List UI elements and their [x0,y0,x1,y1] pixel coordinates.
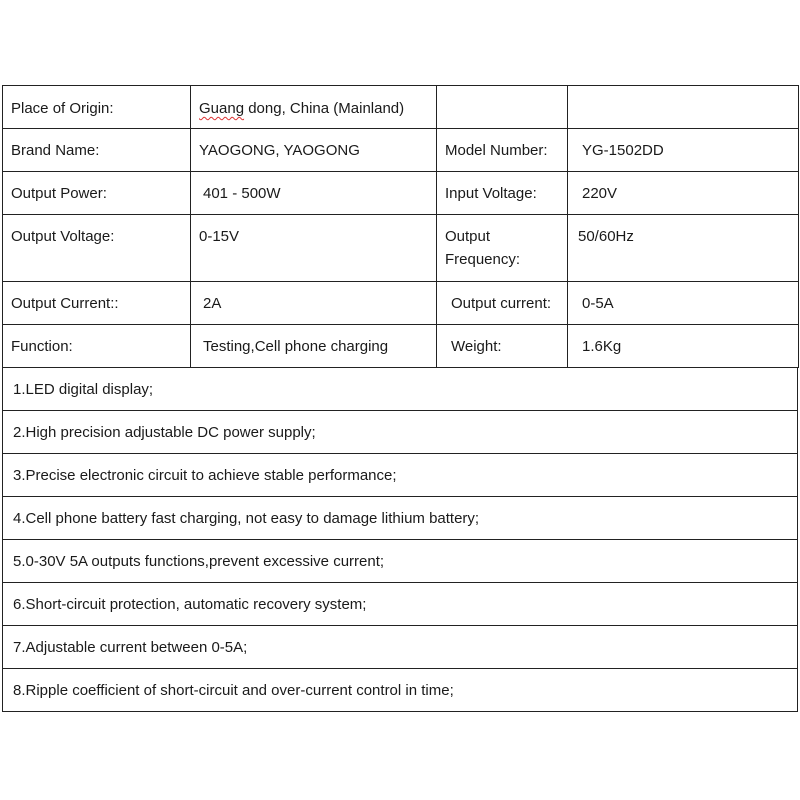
spec-value: 0-15V [191,215,437,282]
spec-value: YAOGONG, YAOGONG [191,129,437,172]
spec-row-current [3,282,799,325]
list-item [3,454,798,497]
spec-value: YG-1502DD [568,129,799,172]
feature-text: 4.Cell phone battery fast charging, not easy to damage lithium battery; [3,497,798,540]
spec-value: 1.6Kg [568,325,799,368]
spec-label: Place of Origin: [3,86,191,129]
spec-label: Output Voltage: [3,215,191,282]
spec-value: 50/60Hz [568,215,799,282]
feature-text: 7.Adjustable current between 0-5A; [3,626,798,669]
spec-value-rest: dong, China (Mainland) [244,100,405,117]
spec-value: 401 - 500W [191,172,437,215]
feature-text: 8.Ripple coefficient of short-circuit and over-current control in time; [3,669,798,712]
spellcheck-word: Guang [199,100,245,117]
feature-text: 6.Short-circuit protection, automatic recovery system; [3,583,798,626]
spec-label [437,86,568,129]
list-item [3,411,798,454]
spec-value [568,86,799,129]
features-list [2,367,798,712]
feature-text: 2.High precision adjustable DC power supply; [3,411,798,454]
list-item [3,669,798,712]
spec-row-voltage [3,215,799,282]
spec-label: Output current: [437,282,568,325]
list-item [3,368,798,411]
spec-row-function [3,325,799,368]
spec-row-brand [3,129,799,172]
spec-value: 2A [191,282,437,325]
spec-label: Output Current:: [3,282,191,325]
spec-label: Function: [3,325,191,368]
list-item [3,583,798,626]
specifications-table [2,85,799,368]
spec-label: Input Voltage: [437,172,568,215]
spec-value-origin [191,86,437,129]
spec-value: 220V [568,172,799,215]
spec-value: Testing,Cell phone charging [191,325,437,368]
spec-label: Model Number: [437,129,568,172]
spec-row-origin [3,86,799,129]
feature-text: 5.0-30V 5A outputs functions,prevent excessive current; [3,540,798,583]
spec-label: Output Frequency: [437,215,568,282]
spec-row-power [3,172,799,215]
spec-label: Brand Name: [3,129,191,172]
feature-text: 3.Precise electronic circuit to achieve stable performance; [3,454,798,497]
spec-label: Output Power: [3,172,191,215]
list-item [3,540,798,583]
list-item [3,497,798,540]
spec-value: 0-5A [568,282,799,325]
feature-text: 1.LED digital display; [3,368,798,411]
spec-label: Weight: [437,325,568,368]
list-item [3,626,798,669]
